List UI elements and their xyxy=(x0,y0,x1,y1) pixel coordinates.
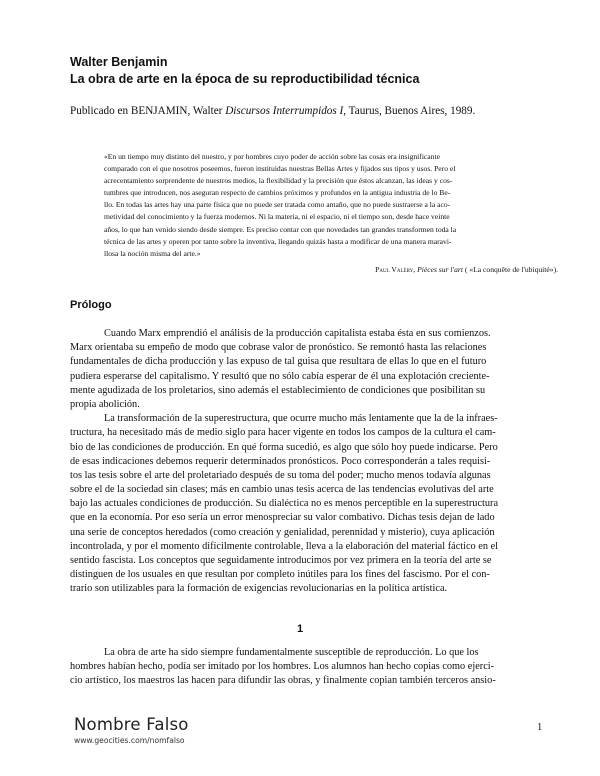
paragraph-line: bio de las condiciones de producción. En qué forma sucedió, es algo que sólo hoy puede indicarse. Pero xyxy=(70,441,498,453)
epigraph-line: metividad del conocimiento y la fuerza modernos. Ni la materia, ni el espacio, ni el tiempo son, desde hace veinte xyxy=(104,212,450,222)
epigraph-line: tumbres que introducen, nos aseguran respecto de cambios próximos y profundos en la antigua industria de lo Be- xyxy=(104,188,451,198)
epigraph-line: años, lo que han venido siendo desde siempre. Es preciso contar con que novedades tan grandes transformen toda la xyxy=(104,224,457,234)
paragraph-line: La obra de arte ha sido siempre fundamentalmente susceptible de reproducción. Lo que los xyxy=(104,647,479,658)
paragraph-line: mente agudizada de los proletarios, sino además el establecimiento de condiciones que posibilitan su xyxy=(70,384,486,396)
author-name: Walter Benjamin xyxy=(70,55,168,69)
paragraph-line: distinguen de los usuales en que resultan por completo inútiles para los fines del fascismo. Por el con- xyxy=(70,569,490,581)
attribution-rest: ( «La conquête de l'ubiquité»). xyxy=(463,265,558,274)
paragraph-line: La transformación de la superestructura, que ocurre mucho más lentamente que la de la infraes- xyxy=(104,413,498,425)
paragraph-line: una serie de conceptos heredados (como creación y genialidad, perennidad y misterio), cuya aplicación xyxy=(70,526,495,538)
epigraph-line: acrecentamiento sorprendente de nuestros medios, la flexibilidad y la precisión que éstos alcanzan, las ideas y cos- xyxy=(104,176,453,186)
paragraph-line: que en la economía. Por eso sería un error menospreciar su valor combativo. Dichas tesis dejan de lado xyxy=(70,512,495,524)
paragraph-line: bajo las actuales condiciones de producción. Su dialéctica no es menos perceptible en la superestructura xyxy=(70,498,499,510)
publication-prefix: Publicado en BENJAMIN, Walter xyxy=(70,105,226,117)
attribution-author: Paul Valéry xyxy=(375,265,414,274)
paragraph-line: propia abolición. xyxy=(70,398,140,410)
paragraph-line: hombres habían hecho, podía ser imitado por los hombres. Los alumnos han hecho copias como ejerci- xyxy=(70,661,495,673)
epigraph-line: «En un tiempo muy distinto del nuestro, y por hombres cuyo poder de acción sobre las cosas era insignificante xyxy=(104,152,440,161)
paragraph-line: tos las tesis sobre el arte del proletariado después de su toma del poder; mucho menos todavía algunas xyxy=(70,469,491,481)
epigraph-line: llosa la noción misma del arte.» xyxy=(104,248,201,258)
paragraph-line: fundamentales de dicha producción y las expuso de tal guisa que resultara de ellas lo que en el futuro xyxy=(70,356,487,368)
section-number: 1 xyxy=(296,623,304,635)
publication-book: Discursos Interrumpidos I xyxy=(225,105,344,117)
epigraph-attribution: Paul Valéry, Pièces sur l'art ( «La conquête de l'ubiquité»). xyxy=(375,265,558,274)
paragraph-line: Marx orientaba su empeño de modo que cobrase valor de pronóstico. Se remontó hasta las relaciones xyxy=(70,342,487,354)
epigraph-line: comparado con el que nosotros poseemos, fueron instituidas nuestras Bellas Artes y fijados sus tipos y usos. Pero el xyxy=(104,164,456,174)
publication-suffix: , Taurus, Buenos Aires, 1989. xyxy=(343,105,476,117)
section-1-body xyxy=(70,646,544,689)
paragraph-line: de esas indicaciones debemos requerir determinados pronósticos. Poco corresponderán a tales requisi- xyxy=(70,455,491,467)
paragraph-line: sentido fascista. Los conceptos que seguidamente introducimos por vez primera en la teoría del arte se xyxy=(70,555,492,566)
epigraph-quote xyxy=(104,151,559,260)
publisher-logo: Nombre Falso xyxy=(74,715,189,734)
epigraph-line: llo. En todas las artes hay una parte física que no puede ser tratada como antaño, que no puede sustraerse a la aco- xyxy=(104,200,451,210)
prologue-body xyxy=(70,327,544,597)
document-title: La obra de arte en la época de su reproductibilidad técnica xyxy=(70,72,420,86)
paragraph-line: trario son utilizables para la formación de exigencias revolucionarias en la política artística. xyxy=(70,583,448,595)
paragraph-line: sobre el de la sociedad sin clases; más en cambio unas tesis acerca de las tendencias evolutivas del arte xyxy=(70,484,494,496)
paragraph-line: tructura, ha necesitado más de medio siglo para hacer vigente en todos los campos de la cultura el cam- xyxy=(70,427,496,439)
section-heading-prologue: Prólogo xyxy=(70,299,112,311)
paragraph-line: cio artístico, los maestros las hacen para difundir las obras, y finalmente copian también terceros ansio- xyxy=(70,675,496,687)
page-number: 1 xyxy=(537,722,543,733)
paragraph-line: pudiera esperarse del capitalismo. Y resultó que no sólo cabía esperar de él una explotación creciente- xyxy=(70,370,490,382)
publisher-url: www.geocities.com/nomfalso xyxy=(74,736,185,745)
epigraph-line: técnica de las artes y operen por tanto sobre la inventiva, llegando quizás hasta a modificar de una manera maravi- xyxy=(104,236,452,246)
paragraph-line: Cuando Marx emprendió el análisis de la producción capitalista estaba ésta en sus comienzos. xyxy=(104,328,491,339)
paragraph-line: incontrolada, y por el momento difícilmente controlable, lleva a la elaboración del material fáctico en el xyxy=(70,540,498,552)
publication-info xyxy=(70,104,475,118)
attribution-work: Pièces sur l'art xyxy=(417,265,463,274)
